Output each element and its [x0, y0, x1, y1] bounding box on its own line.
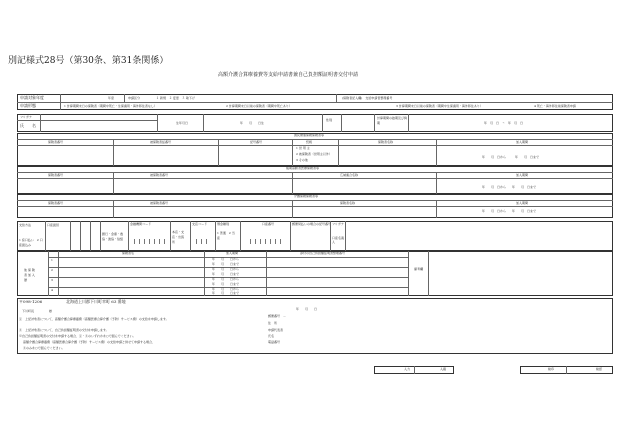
row3-period-from: 年 月 日から: [212, 277, 240, 281]
branch-code-label: 支店コード: [192, 222, 208, 226]
elderly-col-union: 広域連合名称: [340, 173, 359, 177]
others-row-1: 1: [51, 258, 53, 262]
others-col-insurer: 保険者名: [122, 251, 135, 255]
row2-period-from: 年 月 日から: [212, 267, 240, 271]
applicant-name: 氏名: [268, 334, 275, 338]
payment-options: 1 窓口払い 2 口座振込み: [19, 238, 43, 247]
account-no-label: 口座番号: [262, 222, 275, 226]
others-col-period: 加入期間: [226, 251, 239, 255]
nhi-col-insurer-no: 保険者番号: [48, 140, 64, 144]
holder-label: 口座名義人: [332, 236, 345, 244]
others-col-certificate: 添付の自己負担額証明書整理番号: [300, 251, 346, 255]
furigana-label: フリガナ: [20, 115, 32, 119]
applicant-address: 住 所: [268, 321, 278, 325]
care-period-value: 年 月 日から 年 月 日まで: [482, 209, 537, 213]
bank-code-boxes: [130, 229, 165, 248]
transfer-label: 口座振替: [47, 223, 60, 227]
relation-1: 1 世 帯 主: [296, 146, 310, 150]
form-title: 高額介護合算療養費等支給申請書兼自己負担額証明書交付申請: [218, 72, 359, 78]
elderly-col-insured-no: 被保険者番号: [150, 173, 169, 177]
app-kind-label: 申請区分: [128, 96, 141, 100]
nhi-section-title: 国民健康保険保険者等: [294, 133, 325, 137]
app-year-label: 申請対象年度: [20, 95, 44, 100]
name-label: 氏 名: [20, 123, 36, 128]
elderly-section-title: 後期高齢者医療保険者等: [286, 166, 320, 170]
elderly-col-insurer-no: 保険者番号: [48, 173, 64, 177]
row4-period-to: 年 月 日まで: [212, 291, 240, 295]
input-label: 入力: [404, 367, 411, 371]
nhi-col-insurer-name: 保険者名称: [378, 140, 394, 144]
form-number: 別記様式28号（第30条、第31条関係）: [8, 56, 169, 66]
period-value: 年 月 日 ～ 年 月 日: [484, 121, 524, 125]
app-year-suffix: 年度: [108, 96, 115, 100]
input-confirm-label: 入確: [440, 367, 447, 371]
row1-period-to: 年 月 日まで: [212, 262, 240, 266]
nhi-col-card-no: 被保険者証番号: [150, 140, 172, 144]
form-type-3: 3 計算期間末日以前の保険者（期間中生保適用・海外移住あり）: [396, 104, 483, 108]
declaration-1: ① 上記対象者について、高額介護合算療養費（高額医療合算介護（予防）サービス費）の支給を申請します。: [19, 317, 169, 321]
account-kind-label: 預金種別: [217, 222, 230, 226]
others-row-4: 4: [51, 288, 53, 292]
declaration-note-2: 高額介護合算療養費（高額医療合算介護（予防）サービス費）の支給申請と併せて申請する場合、: [23, 340, 156, 344]
office-address: 北海道上川郡下川町幸町 63 番地: [66, 299, 126, 304]
addressee-mayor: 下川町長 様: [22, 309, 53, 313]
nhi-col-symbol: 記号番号: [250, 140, 263, 144]
nhi-insurer-section: [17, 133, 613, 166]
form-type-4: 4 死亡・海外移住前保険者申請: [534, 104, 576, 108]
birth-label: 生年月日: [176, 121, 189, 125]
row3-period-to: 年 月 日まで: [212, 282, 240, 286]
row1-period-from: 年 月 日から: [212, 257, 240, 261]
care-section-title: 介護保険保険者等: [294, 194, 319, 198]
form-type-label: 申請形態: [20, 103, 36, 108]
care-col-insurer-name: 保険者名称: [340, 201, 356, 205]
zip-code: 〒098-1206: [19, 299, 43, 304]
application-date: 年 月 日: [296, 307, 318, 311]
branch-code-boxes: [192, 229, 207, 248]
insurer-record-label: (保険者記入欄) 支給申請書整理番号: [342, 96, 393, 100]
elderly-period-value: 年 月 日から 年 月 日まで: [482, 185, 537, 189]
form-type-2: 2 計算期間末日以前の保険者（期間中死亡あり）: [226, 104, 292, 108]
applicant-zip: 郵便番号 －: [268, 314, 287, 318]
row2-period-to: 年 月 日まで: [212, 272, 240, 276]
bank-code-label: 金融機関コード: [130, 222, 152, 226]
account-no-boxes: [246, 229, 281, 248]
other-insurers-label: 他 保 険 者 加 入 歴: [24, 268, 35, 282]
nhi-period-value: 年 月 日から 年 月 日まで: [482, 155, 540, 159]
person-block: [17, 114, 613, 132]
applicant-phone: 電話番号: [268, 340, 281, 344]
bank-name-types: 銀行・金庫・農協・漁協・信組: [102, 232, 124, 241]
check-label: 検印: [548, 367, 555, 371]
nhi-col-period: 加入期間: [516, 140, 529, 144]
declaration-note-3: ②のみを○で囲んでください。: [23, 346, 65, 350]
branch-name-types: 本店・支店・出張所: [172, 230, 185, 244]
postal-account-note: 郵便局払いの場合の記号番号: [292, 222, 332, 226]
elderly-insurer-section: [17, 166, 613, 194]
care-col-period: 加入期間: [516, 201, 529, 205]
check2-label: 検認: [596, 367, 603, 371]
declaration-2: ② 上記対象者について、自己負担額証明書の交付を申請します。: [19, 328, 109, 332]
others-col-remarks: 備考欄: [414, 267, 424, 271]
holder-kana-label: フリガナ: [332, 222, 344, 226]
app-kind-options: １ 新規 ２ 変更 ３ 取下げ: [156, 96, 195, 100]
form-type-1: 1 計算期間末日の保険者（期間中死亡・生保適用・海外移住者なし）: [64, 104, 157, 108]
birth-value: 年 月 日生: [240, 121, 265, 125]
sex-label: 性別: [326, 118, 333, 122]
nhi-col-relation: 続柄: [306, 140, 313, 144]
care-col-insured-no: 被保険者番号: [150, 201, 169, 205]
account-kind-options: 1 普通 2 当座: [217, 231, 235, 240]
care-col-insurer-no: 保険者番号: [48, 201, 64, 205]
relation-3: 3 その他: [296, 158, 308, 162]
others-row-2: 2: [51, 268, 53, 272]
row4-period-from: 年 月 日から: [212, 287, 240, 291]
elderly-col-period: 加入期間: [516, 173, 529, 177]
payment-label: 支給方法: [19, 223, 32, 227]
period-label: 計算期間の始期及び終期: [377, 116, 408, 125]
applicant-representative: 申請代表者: [268, 328, 284, 332]
relation-2: 2 被保険者（世帯主以外）: [296, 152, 332, 156]
others-row-3: 3: [51, 278, 53, 282]
declaration-note: ※自己負担額証明書の交付を申請する場合、①・②のいずれかを○で囲んでください。: [19, 334, 136, 338]
